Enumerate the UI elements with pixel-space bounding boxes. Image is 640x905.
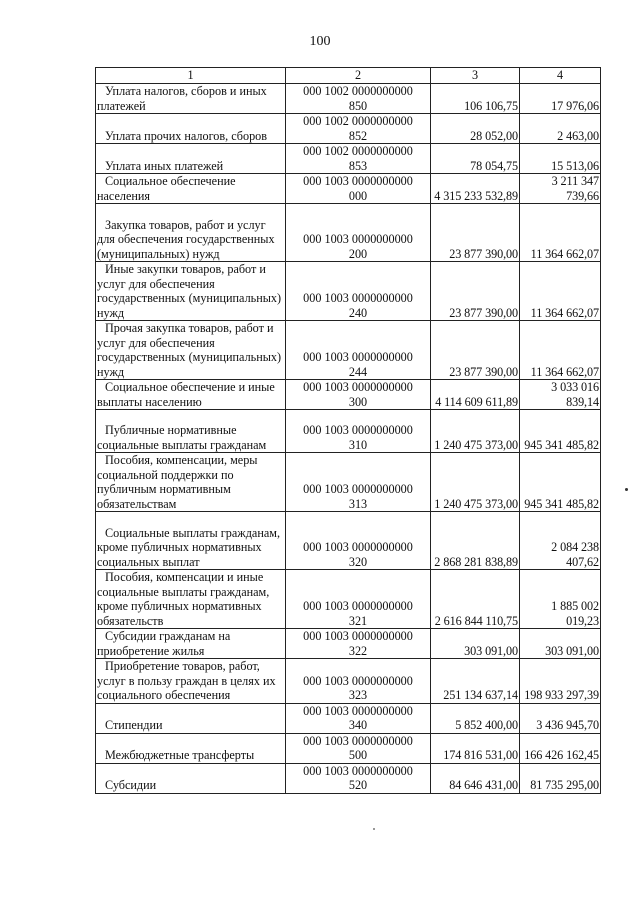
amount-executed-cell: [520, 733, 601, 763]
table-row: [96, 204, 601, 262]
amount-executed-cell: [520, 84, 601, 114]
table-row: [96, 380, 601, 410]
amount-planned: 2 868 281 838,89: [434, 554, 518, 569]
amount-executed-cell: [520, 321, 601, 380]
amount-planned-cell: [431, 512, 520, 570]
amount-planned-cell: [431, 204, 520, 262]
budget-code: 000 1003 0000000000 520: [303, 763, 413, 792]
amount-planned: 4 114 609 611,89: [435, 394, 518, 409]
amount-planned: 5 852 400,00: [455, 718, 518, 732]
expense-name: Социальное обеспечение населения: [97, 174, 236, 203]
expense-name-cell: [96, 763, 286, 793]
budget-code-cell: [286, 570, 431, 629]
expense-name-cell: [96, 512, 286, 570]
expense-name-cell: [96, 84, 286, 114]
amount-executed: 11 364 662,07: [530, 246, 599, 261]
table-row: [96, 570, 601, 629]
expense-name: Уплата налогов, сборов и иных платежей: [97, 84, 267, 113]
expense-name: Уплата иных платежей: [105, 158, 224, 173]
table-row: [96, 321, 601, 380]
table-row: [96, 114, 601, 144]
amount-executed: 15 513,06: [551, 158, 599, 173]
amount-planned: 78 054,75: [470, 158, 518, 173]
expense-name-cell: [96, 204, 286, 262]
amount-executed-cell: [520, 410, 601, 453]
expense-name: Межбюджетные трансферты: [105, 748, 255, 762]
budget-code-cell: [286, 733, 431, 763]
expense-name: Приобретение товаров, работ, услуг в пользу граждан в целях их социального обеспечения: [97, 659, 276, 702]
budget-code: 000 1003 0000000000 500: [303, 733, 413, 762]
expense-name: Прочая закупка товаров, работ и услуг для обеспечения государственных (муниципальных) нужд: [97, 321, 282, 379]
amount-planned: 251 134 637,14: [443, 688, 518, 702]
table-body: [96, 84, 601, 794]
amount-executed: 198 933 297,39: [524, 688, 599, 702]
budget-code: 000 1002 0000000000 852: [303, 114, 413, 143]
budget-code: 000 1003 0000000000 320: [303, 540, 413, 569]
amount-planned-cell: [431, 321, 520, 380]
table-row: [96, 703, 601, 733]
amount-planned-cell: [431, 763, 520, 793]
expense-name-cell: [96, 659, 286, 704]
amount-planned-cell: [431, 410, 520, 453]
amount-executed: 3 033 016 839,14: [551, 380, 599, 409]
page-number: 100: [309, 34, 331, 49]
expense-name-cell: [96, 453, 286, 512]
amount-planned: 28 052,00: [470, 128, 518, 143]
budget-code-cell: [286, 144, 431, 174]
budget-code: 000 1003 0000000000 323: [303, 673, 413, 702]
amount-executed: 11 364 662,07: [530, 364, 599, 379]
table-row: [96, 410, 601, 453]
table-row: [96, 262, 601, 321]
budget-code-cell: [286, 321, 431, 380]
amount-executed-cell: [520, 174, 601, 204]
amount-planned-cell: [431, 570, 520, 629]
budget-code: 000 1003 0000000000 000: [303, 174, 413, 203]
amount-planned-cell: [431, 262, 520, 321]
amount-executed-cell: [520, 380, 601, 410]
amount-planned: 2 616 844 110,75: [434, 613, 518, 628]
amount-executed-cell: [520, 570, 601, 629]
amount-executed: 3 436 945,70: [536, 718, 599, 732]
budget-code-cell: [286, 174, 431, 204]
budget-code-cell: [286, 763, 431, 793]
amount-executed-cell: [520, 453, 601, 512]
budget-code: 000 1002 0000000000 853: [303, 144, 413, 173]
expense-name-cell: [96, 321, 286, 380]
expense-name: Социальные выплаты гражданам, кроме публичных нормативных социальных выплат: [97, 525, 281, 569]
budget-code-cell: [286, 453, 431, 512]
amount-planned-cell: [431, 84, 520, 114]
expense-name-cell: [96, 629, 286, 659]
table-row: [96, 763, 601, 793]
expense-name: Субсидии: [105, 778, 157, 792]
amount-executed: 1 885 002 019,23: [551, 599, 599, 628]
amount-executed-cell: [520, 703, 601, 733]
amount-executed-cell: [520, 114, 601, 144]
amount-planned: 106 106,75: [464, 98, 518, 113]
amount-executed-cell: [520, 763, 601, 793]
amount-planned-cell: [431, 703, 520, 733]
budget-code: 000 1003 0000000000 200: [303, 232, 413, 261]
budget-code-cell: [286, 84, 431, 114]
amount-planned-cell: [431, 114, 520, 144]
expense-name-cell: [96, 570, 286, 629]
table-row: [96, 512, 601, 570]
amount-executed-cell: [520, 512, 601, 570]
table-row: [96, 144, 601, 174]
column-header-1: 1: [96, 68, 286, 84]
expense-name: Пособия, компенсации, меры социальной поддержки по публичным нормативным обязательствам: [97, 453, 258, 511]
table-row: [96, 659, 601, 704]
amount-planned: 1 240 475 373,00: [434, 496, 518, 511]
amount-planned-cell: [431, 453, 520, 512]
budget-code-cell: [286, 262, 431, 321]
amount-executed: 17 976,06: [551, 98, 599, 113]
expense-name-cell: [96, 144, 286, 174]
amount-executed-cell: [520, 629, 601, 659]
expense-name: Иные закупки товаров, работ и услуг для обеспечения государственных (муниципальных) нужд: [97, 262, 282, 320]
budget-code-cell: [286, 703, 431, 733]
budget-code: 000 1003 0000000000 321: [303, 599, 413, 628]
amount-executed: 945 341 485,82: [524, 437, 599, 452]
budget-code: 000 1003 0000000000 300: [303, 380, 413, 409]
amount-executed: 2 463,00: [557, 128, 599, 143]
expense-name-cell: [96, 410, 286, 453]
budget-code-cell: [286, 629, 431, 659]
amount-planned: 23 877 390,00: [449, 246, 518, 261]
amount-executed-cell: [520, 262, 601, 321]
amount-planned-cell: [431, 380, 520, 410]
budget-code: 000 1003 0000000000 313: [303, 482, 413, 511]
budget-code-cell: [286, 659, 431, 704]
amount-planned-cell: [431, 659, 520, 704]
scan-mark: [625, 488, 628, 491]
budget-code-cell: [286, 410, 431, 453]
expense-name: Уплата прочих налогов, сборов: [105, 128, 268, 143]
table-row: [96, 629, 601, 659]
table-row: [96, 733, 601, 763]
amount-executed: 945 341 485,82: [524, 496, 599, 511]
expense-name: Публичные нормативные социальные выплаты гражданам: [97, 423, 267, 452]
amount-planned-cell: [431, 144, 520, 174]
budget-code-cell: [286, 380, 431, 410]
amount-planned-cell: [431, 174, 520, 204]
budget-code: 000 1003 0000000000 310: [303, 423, 413, 452]
column-header-2: 2: [286, 68, 431, 84]
expense-name: Закупка товаров, работ и услуг для обеспечения государственных (муниципальных) нужд: [97, 217, 275, 261]
budget-code: 000 1003 0000000000 340: [303, 703, 413, 732]
amount-executed-cell: [520, 659, 601, 704]
column-header-3: 3: [431, 68, 520, 84]
column-header-4: 4: [520, 68, 601, 84]
amount-planned: 303 091,00: [464, 643, 518, 658]
expense-name: Субсидии гражданам на приобретение жилья: [97, 629, 231, 658]
amount-planned-cell: [431, 629, 520, 659]
budget-code: 000 1002 0000000000 850: [303, 84, 413, 113]
budget-code: 000 1003 0000000000 322: [303, 629, 413, 658]
expense-name-cell: [96, 703, 286, 733]
amount-executed: 166 426 162,45: [524, 748, 599, 762]
amount-executed: 11 364 662,07: [530, 305, 599, 320]
amount-planned-cell: [431, 733, 520, 763]
amount-executed-cell: [520, 204, 601, 262]
amount-planned: 174 816 531,00: [443, 748, 518, 762]
expense-name-cell: [96, 262, 286, 321]
expense-name-cell: [96, 174, 286, 204]
amount-executed: 2 084 238 407,62: [551, 540, 599, 569]
amount-planned: 84 646 431,00: [449, 778, 518, 792]
budget-code-cell: [286, 204, 431, 262]
amount-executed-cell: [520, 144, 601, 174]
amount-planned: 23 877 390,00: [449, 305, 518, 320]
budget-code: 000 1003 0000000000 244: [303, 350, 413, 379]
expense-name-cell: [96, 114, 286, 144]
budget-code-cell: [286, 512, 431, 570]
expense-name: Пособия, компенсации и иные социальные выплаты гражданам, кроме публичных нормативных обязательств: [97, 570, 270, 628]
table-row: [96, 174, 601, 204]
table-row: [96, 84, 601, 114]
table-header-row: [96, 68, 601, 84]
budget-code: 000 1003 0000000000 240: [303, 291, 413, 320]
expense-name-cell: [96, 733, 286, 763]
expense-name: Социальное обеспечение и иные выплаты населению: [97, 380, 275, 409]
budget-table: [95, 67, 601, 794]
amount-executed: 81 735 295,00: [530, 778, 599, 792]
amount-executed: 3 211 347 739,66: [551, 174, 599, 203]
scan-mark: [373, 828, 375, 830]
budget-code-cell: [286, 114, 431, 144]
expense-name: Стипендии: [105, 718, 163, 732]
amount-planned: 1 240 475 373,00: [434, 437, 518, 452]
amount-planned: 23 877 390,00: [449, 364, 518, 379]
expense-name-cell: [96, 380, 286, 410]
table-row: [96, 453, 601, 512]
amount-planned: 4 315 233 532,89: [434, 188, 518, 203]
amount-executed: 303 091,00: [545, 643, 599, 658]
